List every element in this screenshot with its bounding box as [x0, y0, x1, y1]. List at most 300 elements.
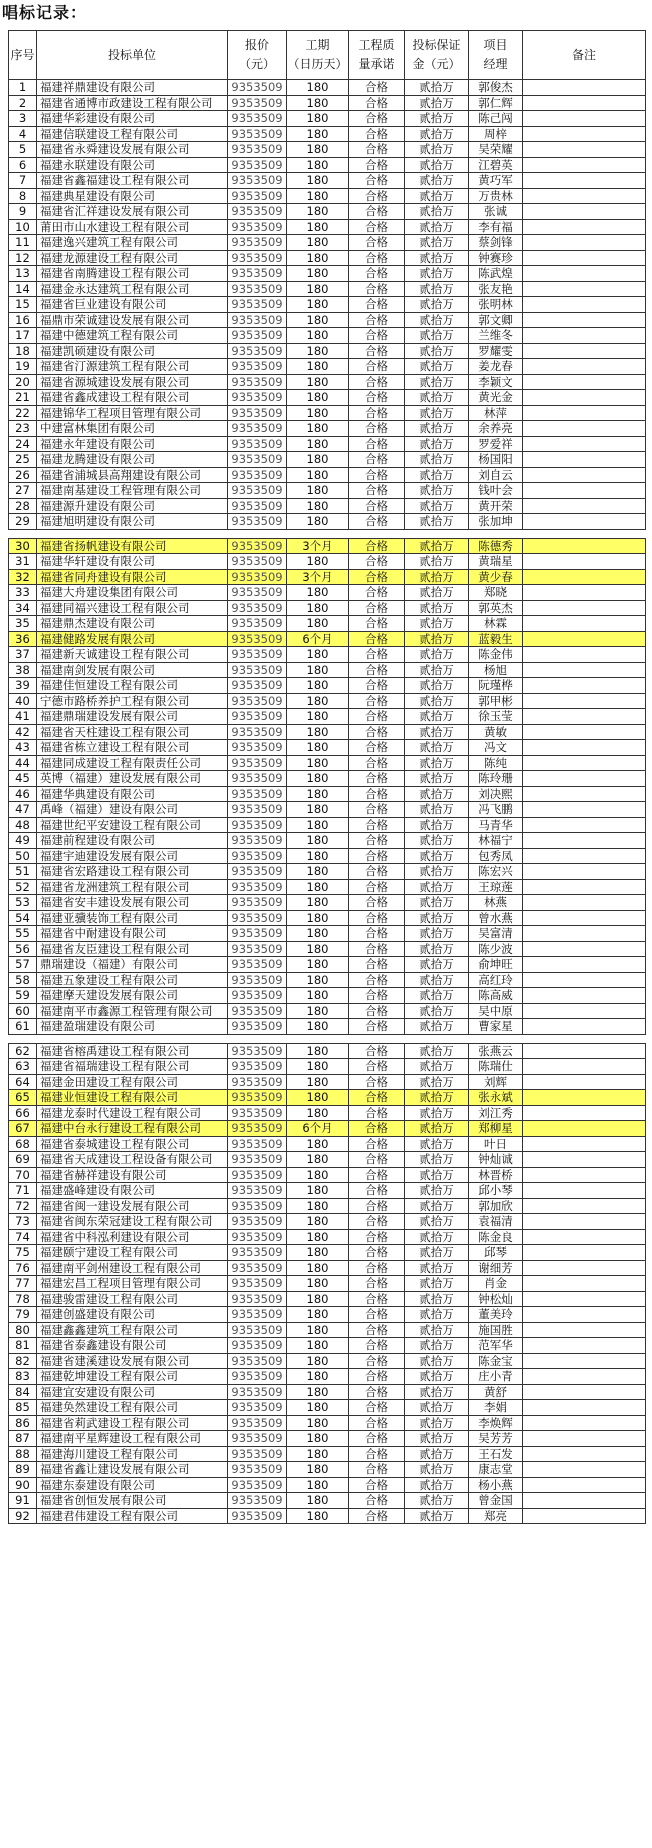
cell-seq: 88 — [9, 1446, 37, 1462]
cell-period: 180 — [287, 786, 349, 802]
cell-manager: 余养亮 — [469, 421, 523, 437]
cell-seq: 78 — [9, 1291, 37, 1307]
cell-period: 180 — [287, 219, 349, 235]
cell-quality: 合格 — [349, 312, 405, 328]
cell-manager: 林霖 — [469, 616, 523, 632]
cell-remarks — [523, 343, 646, 359]
cell-quality: 合格 — [349, 647, 405, 663]
cell-manager: 陈金良 — [469, 1229, 523, 1245]
cell-price: 9353509 — [228, 374, 287, 390]
cell-seq: 35 — [9, 616, 37, 632]
cell-remarks — [523, 569, 646, 585]
cell-remarks — [523, 1446, 646, 1462]
cell-remarks — [523, 616, 646, 632]
table-row — [9, 662, 646, 678]
cell-quality: 合格 — [349, 538, 405, 554]
cell-price: 9353509 — [228, 895, 287, 911]
cell-period: 180 — [287, 95, 349, 111]
cell-deposit: 贰拾万 — [405, 1508, 469, 1524]
cell-seq: 9 — [9, 204, 37, 220]
cell-period: 180 — [287, 678, 349, 694]
table-row — [9, 740, 646, 756]
cell-seq: 47 — [9, 802, 37, 818]
cell-seq: 80 — [9, 1322, 37, 1338]
cell-deposit: 贰拾万 — [405, 1214, 469, 1230]
cell-deposit: 贰拾万 — [405, 111, 469, 127]
cell-seq: 8 — [9, 188, 37, 204]
cell-company: 福建省同舟建设有限公司 — [37, 569, 228, 585]
cell-remarks — [523, 328, 646, 344]
cell-quality: 合格 — [349, 1229, 405, 1245]
cell-company: 福建龙泰时代建设工程有限公司 — [37, 1105, 228, 1121]
cell-manager: 阮瑾桦 — [469, 678, 523, 694]
cell-company: 福建宏昌工程项目管理有限公司 — [37, 1276, 228, 1292]
cell-period: 180 — [287, 1003, 349, 1019]
table-row — [9, 1260, 646, 1276]
cell-quality: 合格 — [349, 359, 405, 375]
cell-seq: 83 — [9, 1369, 37, 1385]
table-row — [9, 1276, 646, 1292]
cell-seq: 30 — [9, 538, 37, 554]
cell-quality: 合格 — [349, 616, 405, 632]
header-text: 报价 — [244, 38, 269, 52]
cell-company: 福建省莉武建设工程有限公司 — [37, 1415, 228, 1431]
cell-period: 180 — [287, 390, 349, 406]
header-seq — [9, 31, 37, 80]
table-row — [9, 390, 646, 406]
cell-quality: 合格 — [349, 157, 405, 173]
cell-company: 福建金永达建筑工程有限公司 — [37, 281, 228, 297]
cell-quality: 合格 — [349, 1183, 405, 1199]
table-row — [9, 910, 646, 926]
cell-price: 9353509 — [228, 1121, 287, 1137]
cell-price: 9353509 — [228, 848, 287, 864]
cell-company: 福建源升建设有限公司 — [37, 498, 228, 514]
cell-company: 中建富林集团有限公司 — [37, 421, 228, 437]
cell-remarks — [523, 786, 646, 802]
header-text: 项目 — [483, 38, 508, 52]
cell-remarks — [523, 1260, 646, 1276]
cell-remarks — [523, 1059, 646, 1075]
cell-deposit: 贰拾万 — [405, 1369, 469, 1385]
cell-period: 180 — [287, 1431, 349, 1447]
cell-seq: 49 — [9, 833, 37, 849]
table-row — [9, 941, 646, 957]
table-row — [9, 972, 646, 988]
cell-quality: 合格 — [349, 1198, 405, 1214]
cell-manager: 郭仁辉 — [469, 95, 523, 111]
cell-manager: 陈金宝 — [469, 1353, 523, 1369]
cell-price: 9353509 — [228, 1260, 287, 1276]
cell-deposit: 贰拾万 — [405, 204, 469, 220]
cell-quality: 合格 — [349, 755, 405, 771]
cell-period: 180 — [287, 1245, 349, 1261]
cell-quality: 合格 — [349, 1400, 405, 1416]
cell-price: 9353509 — [228, 1322, 287, 1338]
table-row — [9, 1136, 646, 1152]
cell-deposit: 贰拾万 — [405, 879, 469, 895]
cell-manager: 吴中原 — [469, 1003, 523, 1019]
cell-period: 180 — [287, 910, 349, 926]
cell-seq: 46 — [9, 786, 37, 802]
cell-manager: 郑柳星 — [469, 1121, 523, 1137]
cell-seq: 38 — [9, 662, 37, 678]
cell-seq: 56 — [9, 941, 37, 957]
cell-price: 9353509 — [228, 1338, 287, 1354]
cell-price: 9353509 — [228, 833, 287, 849]
cell-remarks — [523, 219, 646, 235]
cell-quality: 合格 — [349, 374, 405, 390]
cell-remarks — [523, 483, 646, 499]
cell-seq: 45 — [9, 771, 37, 787]
cell-remarks — [523, 1183, 646, 1199]
cell-manager: 黄舒 — [469, 1384, 523, 1400]
cell-period: 180 — [287, 343, 349, 359]
cell-quality: 合格 — [349, 436, 405, 452]
cell-company: 福建奂然建设工程有限公司 — [37, 1400, 228, 1416]
cell-remarks — [523, 281, 646, 297]
table-row — [9, 1353, 646, 1369]
cell-remarks — [523, 436, 646, 452]
cell-company: 福建南剑发展有限公司 — [37, 662, 228, 678]
cell-quality: 合格 — [349, 421, 405, 437]
cell-price: 9353509 — [228, 1090, 287, 1106]
cell-seq: 65 — [9, 1090, 37, 1106]
cell-deposit: 贰拾万 — [405, 312, 469, 328]
cell-remarks — [523, 771, 646, 787]
cell-deposit: 贰拾万 — [405, 1415, 469, 1431]
cell-manager: 吴芳芳 — [469, 1431, 523, 1447]
cell-remarks — [523, 266, 646, 282]
cell-price: 9353509 — [228, 864, 287, 880]
cell-quality: 合格 — [349, 142, 405, 158]
cell-quality: 合格 — [349, 771, 405, 787]
cell-quality: 合格 — [349, 709, 405, 725]
cell-manager: 高红玲 — [469, 972, 523, 988]
cell-company: 福建金田建设工程有限公司 — [37, 1074, 228, 1090]
cell-period: 180 — [287, 421, 349, 437]
cell-seq: 74 — [9, 1229, 37, 1245]
section-divider — [9, 1034, 646, 1043]
cell-price: 9353509 — [228, 343, 287, 359]
cell-deposit: 贰拾万 — [405, 235, 469, 251]
cell-remarks — [523, 126, 646, 142]
cell-period: 180 — [287, 1462, 349, 1478]
cell-manager: 张友艳 — [469, 281, 523, 297]
cell-seq: 64 — [9, 1074, 37, 1090]
table-row — [9, 467, 646, 483]
table-row — [9, 359, 646, 375]
cell-company: 福建典星建设有限公司 — [37, 188, 228, 204]
cell-deposit: 贰拾万 — [405, 554, 469, 570]
table-row — [9, 483, 646, 499]
table-row — [9, 600, 646, 616]
cell-seq: 89 — [9, 1462, 37, 1478]
cell-remarks — [523, 157, 646, 173]
cell-seq: 77 — [9, 1276, 37, 1292]
cell-company: 福建创盛建设有限公司 — [37, 1307, 228, 1323]
cell-quality: 合格 — [349, 1105, 405, 1121]
cell-price: 9353509 — [228, 142, 287, 158]
cell-company: 福建南平市鑫源工程管理有限公司 — [37, 1003, 228, 1019]
cell-period: 180 — [287, 972, 349, 988]
cell-quality: 合格 — [349, 1307, 405, 1323]
table-row — [9, 879, 646, 895]
cell-period: 180 — [287, 374, 349, 390]
cell-seq: 91 — [9, 1493, 37, 1509]
table-row — [9, 1446, 646, 1462]
cell-quality: 合格 — [349, 1338, 405, 1354]
cell-manager: 马青华 — [469, 817, 523, 833]
header-text: 工程质 — [358, 38, 395, 52]
cell-seq: 67 — [9, 1121, 37, 1137]
cell-seq: 23 — [9, 421, 37, 437]
table-row — [9, 569, 646, 585]
cell-quality: 合格 — [349, 817, 405, 833]
cell-price: 9353509 — [228, 188, 287, 204]
cell-quality: 合格 — [349, 483, 405, 499]
cell-price: 9353509 — [228, 204, 287, 220]
cell-quality: 合格 — [349, 864, 405, 880]
cell-company: 福建龙源建设工程有限公司 — [37, 250, 228, 266]
cell-manager: 黄少春 — [469, 569, 523, 585]
table-row — [9, 281, 646, 297]
cell-remarks — [523, 554, 646, 570]
cell-company: 福鼎市荣诚建设发展有限公司 — [37, 312, 228, 328]
cell-deposit: 贰拾万 — [405, 343, 469, 359]
cell-quality: 合格 — [349, 1493, 405, 1509]
cell-period: 180 — [287, 204, 349, 220]
cell-company: 福建宜安建设有限公司 — [37, 1384, 228, 1400]
table-row — [9, 312, 646, 328]
cell-deposit: 贰拾万 — [405, 1493, 469, 1509]
cell-price: 9353509 — [228, 631, 287, 647]
cell-deposit: 贰拾万 — [405, 678, 469, 694]
cell-manager: 黄巧军 — [469, 173, 523, 189]
cell-quality: 合格 — [349, 662, 405, 678]
cell-quality: 合格 — [349, 1477, 405, 1493]
cell-remarks — [523, 585, 646, 601]
cell-price: 9353509 — [228, 1198, 287, 1214]
cell-quality: 合格 — [349, 343, 405, 359]
table-row — [9, 1183, 646, 1199]
cell-manager: 曾水燕 — [469, 910, 523, 926]
cell-remarks — [523, 662, 646, 678]
cell-remarks — [523, 647, 646, 663]
table-row — [9, 126, 646, 142]
cell-manager: 郭英杰 — [469, 600, 523, 616]
cell-period: 180 — [287, 662, 349, 678]
cell-price: 9353509 — [228, 1462, 287, 1478]
cell-price: 9353509 — [228, 771, 287, 787]
table-row — [9, 1198, 646, 1214]
cell-quality: 合格 — [349, 802, 405, 818]
cell-remarks — [523, 988, 646, 1004]
cell-seq: 70 — [9, 1167, 37, 1183]
cell-deposit: 贰拾万 — [405, 1276, 469, 1292]
cell-remarks — [523, 864, 646, 880]
cell-deposit: 贰拾万 — [405, 1074, 469, 1090]
header-text: 投标单位 — [107, 47, 156, 62]
cell-company: 福建省源城建设发展有限公司 — [37, 374, 228, 390]
cell-deposit: 贰拾万 — [405, 390, 469, 406]
cell-period: 180 — [287, 1019, 349, 1035]
cell-remarks — [523, 1198, 646, 1214]
cell-seq: 27 — [9, 483, 37, 499]
cell-price: 9353509 — [228, 1384, 287, 1400]
cell-manager: 施国胜 — [469, 1322, 523, 1338]
cell-quality: 合格 — [349, 1369, 405, 1385]
cell-seq: 79 — [9, 1307, 37, 1323]
header-price — [228, 31, 287, 80]
cell-manager: 陈己闯 — [469, 111, 523, 127]
cell-company: 福建骏雷建设工程有限公司 — [37, 1291, 228, 1307]
cell-seq: 84 — [9, 1384, 37, 1400]
table-row — [9, 1493, 646, 1509]
cell-quality: 合格 — [349, 910, 405, 926]
cell-price: 9353509 — [228, 297, 287, 313]
cell-company: 福建省创恒发展有限公司 — [37, 1493, 228, 1509]
cell-price: 9353509 — [228, 235, 287, 251]
cell-manager: 袁福清 — [469, 1214, 523, 1230]
cell-company: 福建省南腾建设工程有限公司 — [37, 266, 228, 282]
cell-company: 福建省闽一建设发展有限公司 — [37, 1198, 228, 1214]
cell-price: 9353509 — [228, 1446, 287, 1462]
cell-quality: 合格 — [349, 514, 405, 530]
cell-seq: 43 — [9, 740, 37, 756]
cell-seq: 69 — [9, 1152, 37, 1168]
cell-seq: 41 — [9, 709, 37, 725]
cell-deposit: 贰拾万 — [405, 1322, 469, 1338]
cell-period: 180 — [287, 157, 349, 173]
cell-period: 180 — [287, 142, 349, 158]
cell-manager: 刘自云 — [469, 467, 523, 483]
cell-quality: 合格 — [349, 1167, 405, 1183]
cell-quality: 合格 — [349, 498, 405, 514]
cell-deposit: 贰拾万 — [405, 1291, 469, 1307]
cell-quality: 合格 — [349, 1043, 405, 1059]
table-row — [9, 95, 646, 111]
cell-quality: 合格 — [349, 1003, 405, 1019]
table-row — [9, 1059, 646, 1075]
cell-period: 6个月 — [287, 631, 349, 647]
cell-deposit: 贰拾万 — [405, 693, 469, 709]
cell-price: 9353509 — [228, 910, 287, 926]
cell-manager: 钱叶会 — [469, 483, 523, 499]
cell-quality: 合格 — [349, 833, 405, 849]
cell-deposit: 贰拾万 — [405, 80, 469, 96]
cell-quality: 合格 — [349, 1276, 405, 1292]
header-deposit — [405, 31, 469, 80]
cell-price: 9353509 — [228, 95, 287, 111]
table-row — [9, 833, 646, 849]
cell-company: 福建凯硕建设有限公司 — [37, 343, 228, 359]
cell-manager: 陈武煌 — [469, 266, 523, 282]
table-row — [9, 188, 646, 204]
cell-company: 福建省汀源建筑工程有限公司 — [37, 359, 228, 375]
cell-deposit: 贰拾万 — [405, 647, 469, 663]
cell-period: 180 — [287, 941, 349, 957]
cell-company: 福建前程建设有限公司 — [37, 833, 228, 849]
cell-quality: 合格 — [349, 988, 405, 1004]
cell-deposit: 贰拾万 — [405, 405, 469, 421]
cell-manager: 李焕辉 — [469, 1415, 523, 1431]
cell-manager: 李有福 — [469, 219, 523, 235]
cell-manager: 刘江秀 — [469, 1105, 523, 1121]
cell-deposit: 贰拾万 — [405, 1307, 469, 1323]
cell-remarks — [523, 1105, 646, 1121]
table-row — [9, 864, 646, 880]
table-row — [9, 328, 646, 344]
cell-price: 9353509 — [228, 1400, 287, 1416]
cell-seq: 52 — [9, 879, 37, 895]
cell-period: 180 — [287, 879, 349, 895]
cell-period: 180 — [287, 452, 349, 468]
cell-quality: 合格 — [349, 848, 405, 864]
cell-seq: 16 — [9, 312, 37, 328]
cell-seq: 7 — [9, 173, 37, 189]
cell-period: 180 — [287, 281, 349, 297]
cell-manager: 黄瑞星 — [469, 554, 523, 570]
cell-remarks — [523, 204, 646, 220]
cell-period: 180 — [287, 755, 349, 771]
cell-remarks — [523, 693, 646, 709]
cell-manager: 张加坤 — [469, 514, 523, 530]
cell-manager: 谢细芳 — [469, 1260, 523, 1276]
cell-company: 福建南基建设工程管理有限公司 — [37, 483, 228, 499]
cell-period: 180 — [287, 1322, 349, 1338]
cell-remarks — [523, 95, 646, 111]
cell-deposit: 贰拾万 — [405, 724, 469, 740]
cell-period: 180 — [287, 848, 349, 864]
cell-price: 9353509 — [228, 569, 287, 585]
table-row — [9, 1291, 646, 1307]
cell-manager: 钟松灿 — [469, 1291, 523, 1307]
cell-company: 福建盈瑞建设有限公司 — [37, 1019, 228, 1035]
cell-period: 180 — [287, 1369, 349, 1385]
cell-manager: 郑亮 — [469, 1508, 523, 1524]
cell-period: 3个月 — [287, 569, 349, 585]
table-row — [9, 297, 646, 313]
cell-manager: 林福宁 — [469, 833, 523, 849]
table-row — [9, 1074, 646, 1090]
table-row — [9, 1384, 646, 1400]
cell-manager: 冯文 — [469, 740, 523, 756]
cell-seq: 50 — [9, 848, 37, 864]
cell-seq: 13 — [9, 266, 37, 282]
cell-manager: 王琼莲 — [469, 879, 523, 895]
cell-period: 180 — [287, 864, 349, 880]
page-title: 唱标记录： — [2, 3, 88, 22]
cell-deposit: 贰拾万 — [405, 498, 469, 514]
table-row — [9, 1369, 646, 1385]
cell-price: 9353509 — [228, 452, 287, 468]
cell-manager: 杨旭 — [469, 662, 523, 678]
cell-manager: 钟赛珍 — [469, 250, 523, 266]
table-row — [9, 1477, 646, 1493]
cell-company: 莆田市山水建设工程有限公司 — [37, 219, 228, 235]
cell-company: 宁德市路桥养护工程有限公司 — [37, 693, 228, 709]
table-row — [9, 498, 646, 514]
cell-period: 180 — [287, 1090, 349, 1106]
cell-period: 180 — [287, 1508, 349, 1524]
cell-period: 180 — [287, 926, 349, 942]
cell-period: 180 — [287, 1353, 349, 1369]
cell-seq: 1 — [9, 80, 37, 96]
cell-remarks — [523, 1245, 646, 1261]
cell-company: 福建省鑫福建设工程有限公司 — [37, 173, 228, 189]
cell-price: 9353509 — [228, 1152, 287, 1168]
